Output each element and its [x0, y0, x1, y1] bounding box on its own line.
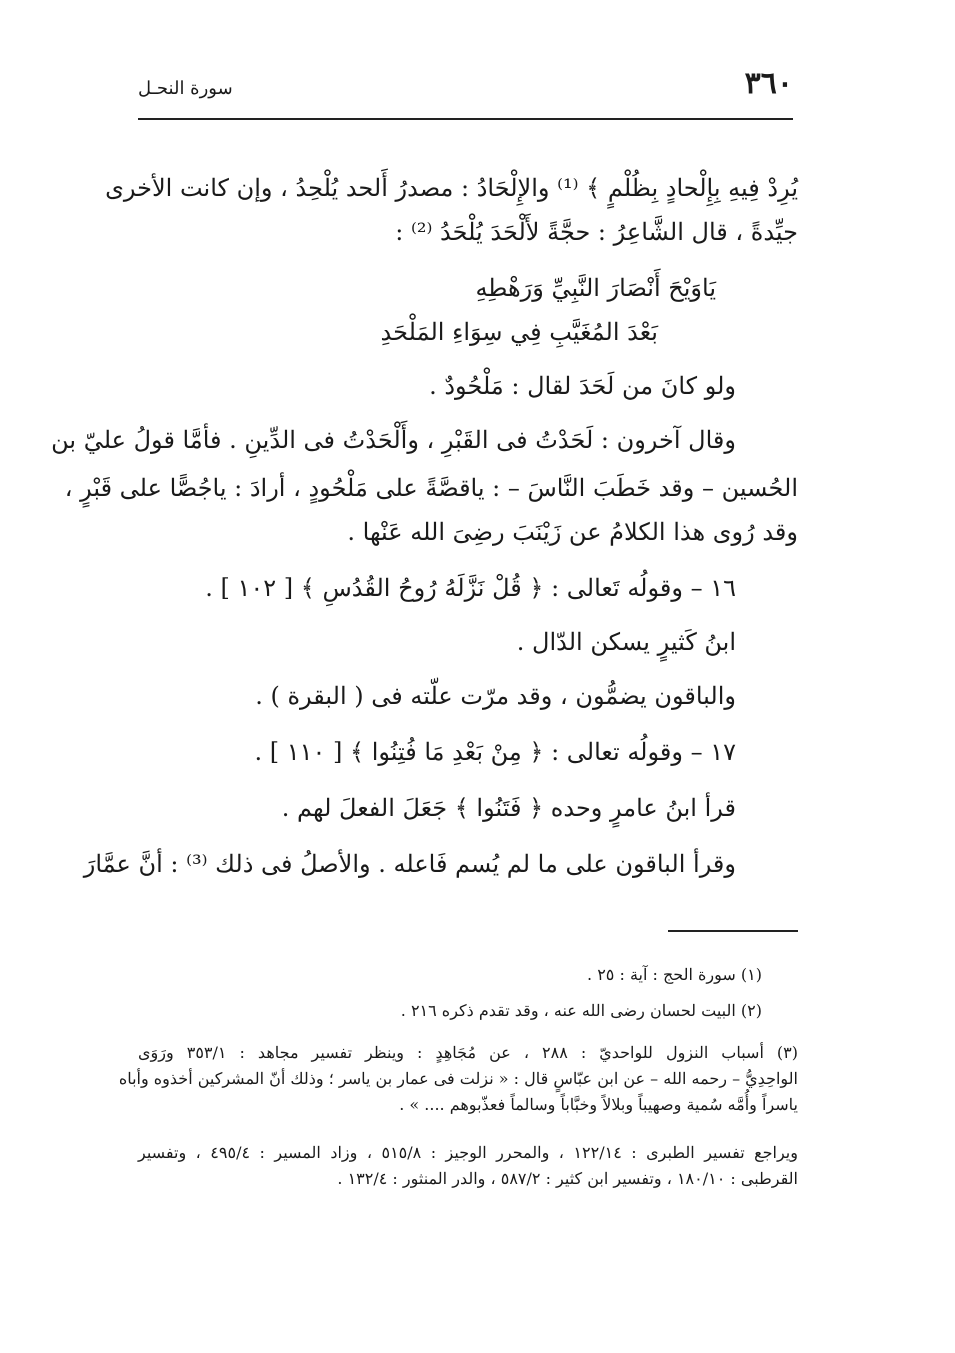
text-line: ولو كانَ من لَحَدَ لقال : مَلْحُودٌ . — [429, 372, 736, 400]
footnote-2 — [138, 998, 798, 1024]
poem-verse-1: يَاوَيْحَ أَنْصَارَ النَّبِيِّ وَرَهْطِهِ — [475, 274, 716, 302]
poem-verse-2: بَعْدَ المُغَيَّبِ فِي سِوَاءِ المَلْحَدِ — [380, 318, 658, 346]
verse-heading-16: ١٦ – وقولُه تَعالى : ﴿ قُلْ نَزَّلَهُ رُوحُ القُدُسِ ﴾ [ ١٠٢ ] . — [205, 574, 736, 602]
page-header — [138, 62, 793, 120]
footnote-3 — [118, 1040, 799, 1118]
text-line: وقد رُوى هذا الكلامُ عن زَيْنَبَ رضِىَ الله عَنْها . — [347, 518, 798, 546]
text-line: والباقون يضمُّون ، وقد مرّت علّته فى ( البقرة ) . — [255, 682, 736, 710]
footnote-line: القرطبى : ١٨٠/١٠ ، وتفسير ابن كثير : ٥٨٧/٢ ، والدر المنثور : ١٣٢/٤ . — [337, 1169, 798, 1188]
footnote-line: ياسراً وأُمَّه سُمية وصهيباً وبلالاً وخبَّاباً وسالماً فعذّبوهم .... » . — [399, 1095, 798, 1114]
surah-name: سورة النحـل — [138, 78, 233, 99]
footnote-references — [138, 1140, 798, 1192]
text-line: يُرِدْ فِيهِ بِإِلْحادٍ بِظُلْمٍ ﴾ ⁽¹⁾ والإِلْحَادُ : مصدرُ أَلحد يُلْحِدُ ، وإن كانت الأخرى — [105, 174, 798, 202]
footnote-line: ويراجع تفسير الطبرى : ١٢٢/١٤ ، والمحرر الوجيز : ٥١٥/٨ ، وزاد المسير : ٤٩٥/٤ ، وتفسير — [138, 1143, 798, 1162]
text-line: الحُسين – وقد خَطَبَ النَّاسَ – : ياقصَّةً على مَلْحُودٍ ، أرادَ : ياجُصًّا على قَبْرٍ ، — [64, 474, 798, 502]
text-line: ابنُ كَثيرٍ يسكن الدّال . — [516, 628, 736, 656]
text-line: قرأ ابنُ عامرٍ وحده ﴿ فَتَنُوا ﴾ جَعَلَ الفعلَ لهم . — [281, 794, 736, 822]
text-line: وقرأ الباقون على ما لم يُسم فَاعله . والأصلُ فى ذلك ⁽³⁾ : أنَّ عمَّارَ — [83, 850, 736, 878]
footnote-line: (٣) أسباب النزول للواحديّ : ٢٨٨ ، عن مُجَاهِدٍ : وينظر تفسير مجاهد : ٣٥٣/١ ورَوَى — [138, 1043, 799, 1062]
page-number: ٣٦٠ — [744, 66, 793, 101]
verse-heading-17: ١٧ – وقولُه تعالى : ﴿ مِنْ بَعْدِ مَا فُتِنُوا ﴾ [ ١١٠ ] . — [254, 738, 736, 766]
text-line: جيِّدةً ، قال الشَّاعِرُ : حجَّةً لأَلْحَدَ يُلْحَدُ ⁽²⁾ : — [395, 218, 798, 246]
text-line: وقال آخرون : لَحَدْتُ فى القَبْرِ ، وأَلْحَدْتُ فى الدِّينِ . فأمَّا قولُ عليّ بن — [51, 426, 736, 454]
footnote-line: (٢) البيت لحسان رضى الله عنه ، وقد تقدم ذكره ٢١٦ . — [400, 1001, 762, 1020]
footnote-line: الواحِدِيُّ – رحمه الله – عن ابن عبّاسٍ قال : « نزلت فى عمار بن ياسر ؛ وذلك أنّ المشركين أخذوه وأباه — [118, 1069, 798, 1088]
footnote-line: (١) سورة الحج : آية : ٢٥ . — [587, 965, 762, 984]
footnote-divider — [668, 930, 798, 932]
footnote-1 — [138, 962, 798, 988]
